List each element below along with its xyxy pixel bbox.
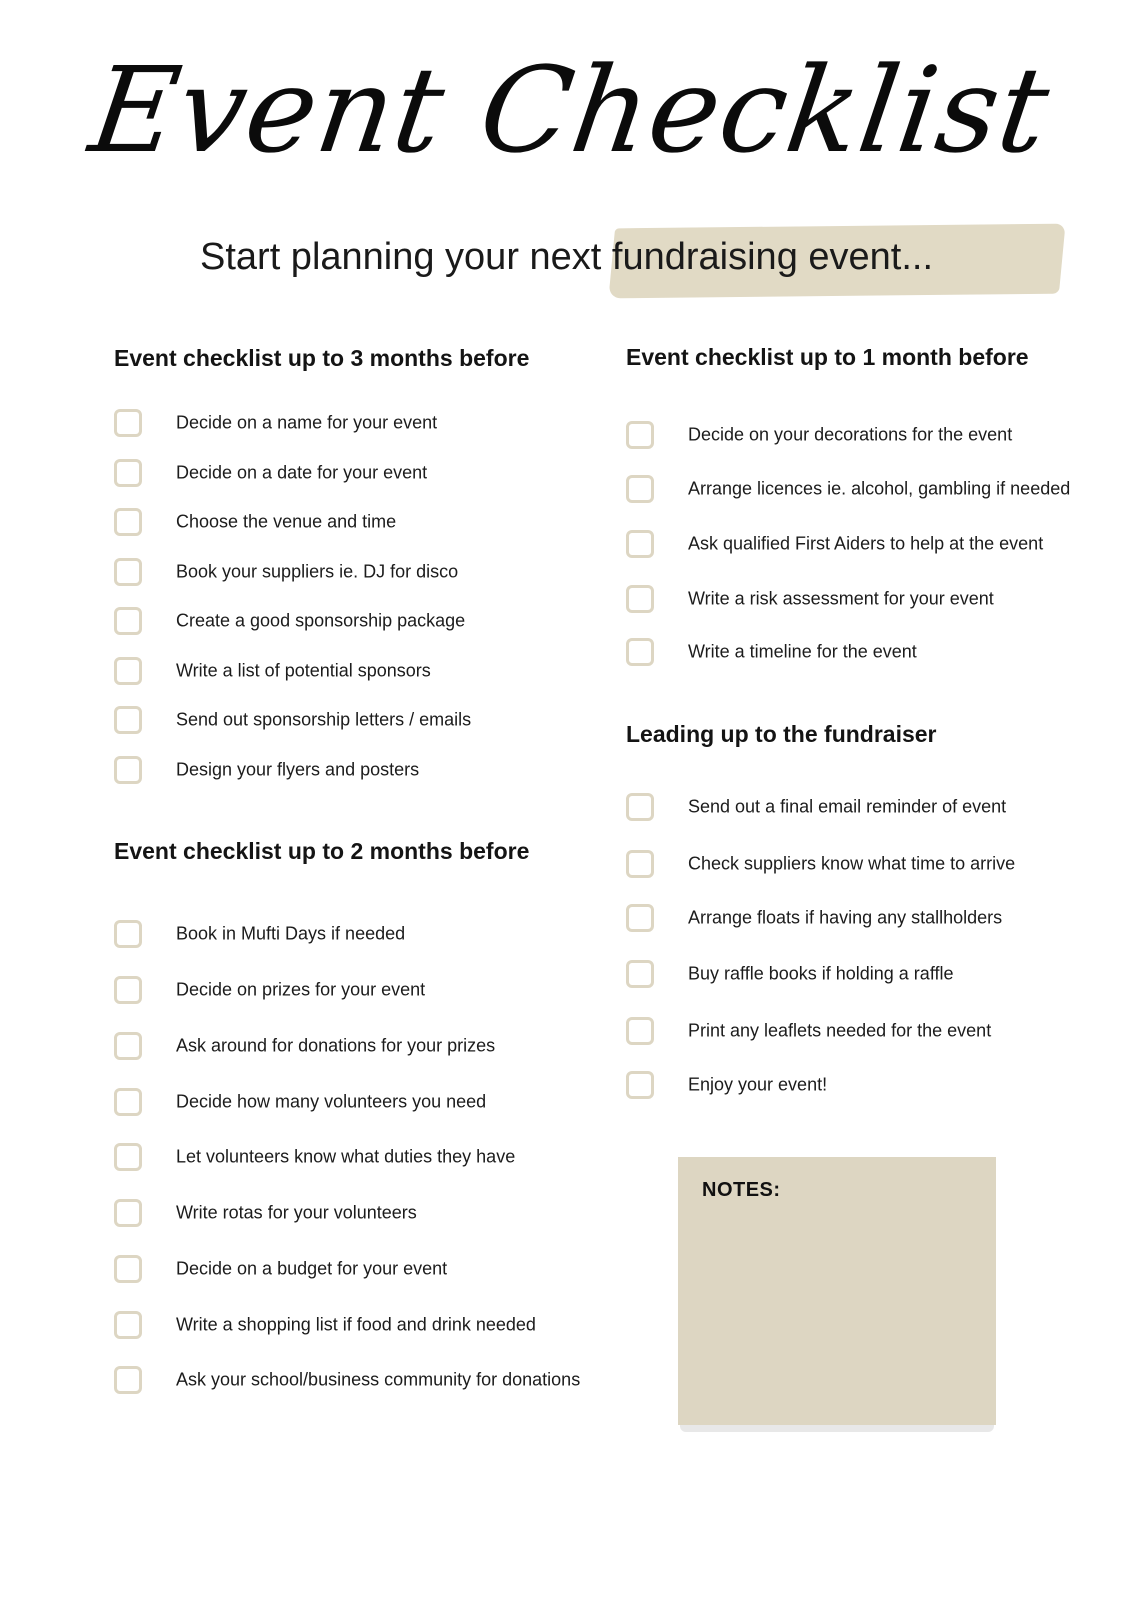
- checkbox[interactable]: [114, 1088, 142, 1116]
- checklist-item[interactable]: [114, 458, 428, 488]
- checklist-item[interactable]: [626, 420, 1013, 450]
- checklist-item[interactable]: [114, 919, 406, 949]
- notes-box-shadow: [680, 1424, 994, 1432]
- checkbox[interactable]: [626, 850, 654, 878]
- checkbox[interactable]: [114, 409, 142, 437]
- checkbox[interactable]: [114, 558, 142, 586]
- checkbox[interactable]: [626, 421, 654, 449]
- checklist-item[interactable]: [114, 1365, 581, 1395]
- subtitle-highlight-text: fundraising event...: [611, 236, 934, 278]
- checkbox[interactable]: [626, 1017, 654, 1045]
- checklist-item-label: Print any leaflets needed for the event: [688, 1020, 992, 1041]
- checklist-item-label: Enjoy your event!: [688, 1074, 828, 1095]
- checklist-item[interactable]: [114, 1254, 448, 1284]
- checklist-item[interactable]: [114, 755, 420, 785]
- checklist-item-label: Arrange floats if having any stallholders: [688, 907, 1003, 928]
- checklist-item-label: Decide on a date for your event: [176, 462, 428, 483]
- checklist-item-label: Write a list of potential sponsors: [176, 660, 431, 681]
- checkbox[interactable]: [626, 960, 654, 988]
- checklist-item-label: Ask around for donations for your prizes: [176, 1035, 496, 1056]
- checklist-item-label: Decide on a budget for your event: [176, 1258, 448, 1279]
- checkbox[interactable]: [114, 1311, 142, 1339]
- checklist-item[interactable]: [114, 1142, 516, 1172]
- checklist-item-label: Ask qualified First Aiders to help at the event: [688, 533, 1044, 554]
- checklist-item-label: Design your flyers and posters: [176, 759, 420, 780]
- checklist-item[interactable]: [114, 408, 438, 438]
- checklist-item-label: Ask your school/business community for donations: [176, 1369, 581, 1390]
- checkbox[interactable]: [114, 1032, 142, 1060]
- checklist-item-label: Send out a final email reminder of event: [688, 796, 1007, 817]
- checklist-item-label: Send out sponsorship letters / emails: [176, 709, 472, 730]
- checklist-item[interactable]: [626, 903, 1003, 933]
- checkbox[interactable]: [114, 1366, 142, 1394]
- section-title-3-months: Event checklist up to 3 months before: [114, 345, 530, 371]
- checklist-item-label: Buy raffle books if holding a raffle: [688, 963, 954, 984]
- checklist-item[interactable]: [626, 1016, 992, 1046]
- checkbox[interactable]: [626, 475, 654, 503]
- checklist-item-label: Let volunteers know what duties they have: [176, 1146, 516, 1167]
- checklist-item[interactable]: [114, 705, 472, 735]
- checklist-item-label: Write a risk assessment for your event: [688, 588, 994, 609]
- page-title: Event Checklist: [82, 41, 1058, 179]
- checklist-item-label: Arrange licences ie. alcohol, gambling if needed: [688, 478, 1071, 499]
- checklist-item-label: Choose the venue and time: [176, 511, 397, 532]
- checklist-item[interactable]: [114, 1198, 417, 1228]
- checklist-item-label: Decide on prizes for your event: [176, 979, 426, 1000]
- checkbox[interactable]: [626, 904, 654, 932]
- subtitle-prefix: Start planning your next: [200, 236, 612, 278]
- checkbox[interactable]: [114, 1255, 142, 1283]
- checkbox[interactable]: [114, 706, 142, 734]
- checklist-item[interactable]: [626, 849, 1016, 879]
- checklist-item[interactable]: [114, 656, 431, 686]
- checklist-item[interactable]: [626, 1070, 828, 1100]
- notes-box[interactable]: [678, 1157, 996, 1425]
- checklist-item-label: Decide on a name for your event: [176, 412, 438, 433]
- checkbox[interactable]: [114, 508, 142, 536]
- checklist-item-label: Decide how many volunteers you need: [176, 1091, 487, 1112]
- checkbox[interactable]: [626, 585, 654, 613]
- checkbox[interactable]: [626, 793, 654, 821]
- checkbox[interactable]: [114, 1143, 142, 1171]
- checklist-item[interactable]: [626, 959, 954, 989]
- checklist-item[interactable]: [626, 529, 1044, 559]
- checkbox[interactable]: [626, 530, 654, 558]
- checklist-item-label: Decide on your decorations for the event: [688, 424, 1013, 445]
- checklist-item[interactable]: [114, 606, 466, 636]
- checklist-item[interactable]: [626, 792, 1007, 822]
- checklist-item[interactable]: [114, 1031, 496, 1061]
- checklist-item[interactable]: [114, 1310, 536, 1340]
- checkbox[interactable]: [114, 607, 142, 635]
- checkbox[interactable]: [114, 1199, 142, 1227]
- checkbox[interactable]: [626, 638, 654, 666]
- section-title-2-months: Event checklist up to 2 months before: [114, 838, 530, 864]
- checkbox[interactable]: [114, 976, 142, 1004]
- checklist-item[interactable]: [114, 1087, 487, 1117]
- section-title-leading-up: Leading up to the fundraiser: [626, 721, 937, 747]
- checklist-item-label: Write a timeline for the event: [688, 641, 917, 662]
- checklist-item-label: Book your suppliers ie. DJ for disco: [176, 561, 459, 582]
- checklist-item[interactable]: [114, 507, 397, 537]
- checklist-item[interactable]: [114, 557, 459, 587]
- checklist-item[interactable]: [626, 584, 994, 614]
- checklist-item[interactable]: [626, 474, 1071, 504]
- subtitle: [200, 236, 1100, 296]
- checklist-item-label: Write rotas for your volunteers: [176, 1202, 417, 1223]
- checklist-item-label: Check suppliers know what time to arrive: [688, 853, 1016, 874]
- checkbox[interactable]: [114, 459, 142, 487]
- checkbox[interactable]: [114, 657, 142, 685]
- section-title-1-month: Event checklist up to 1 month before: [626, 344, 1029, 370]
- checkbox[interactable]: [626, 1071, 654, 1099]
- notes-label: NOTES:: [702, 1179, 781, 1201]
- checkbox[interactable]: [114, 756, 142, 784]
- checklist-item[interactable]: [626, 637, 917, 667]
- checklist-item-label: Create a good sponsorship package: [176, 610, 466, 631]
- checklist-item-label: Write a shopping list if food and drink needed: [176, 1314, 536, 1335]
- checklist-item-label: Book in Mufti Days if needed: [176, 923, 406, 944]
- checklist-item[interactable]: [114, 975, 426, 1005]
- checkbox[interactable]: [114, 920, 142, 948]
